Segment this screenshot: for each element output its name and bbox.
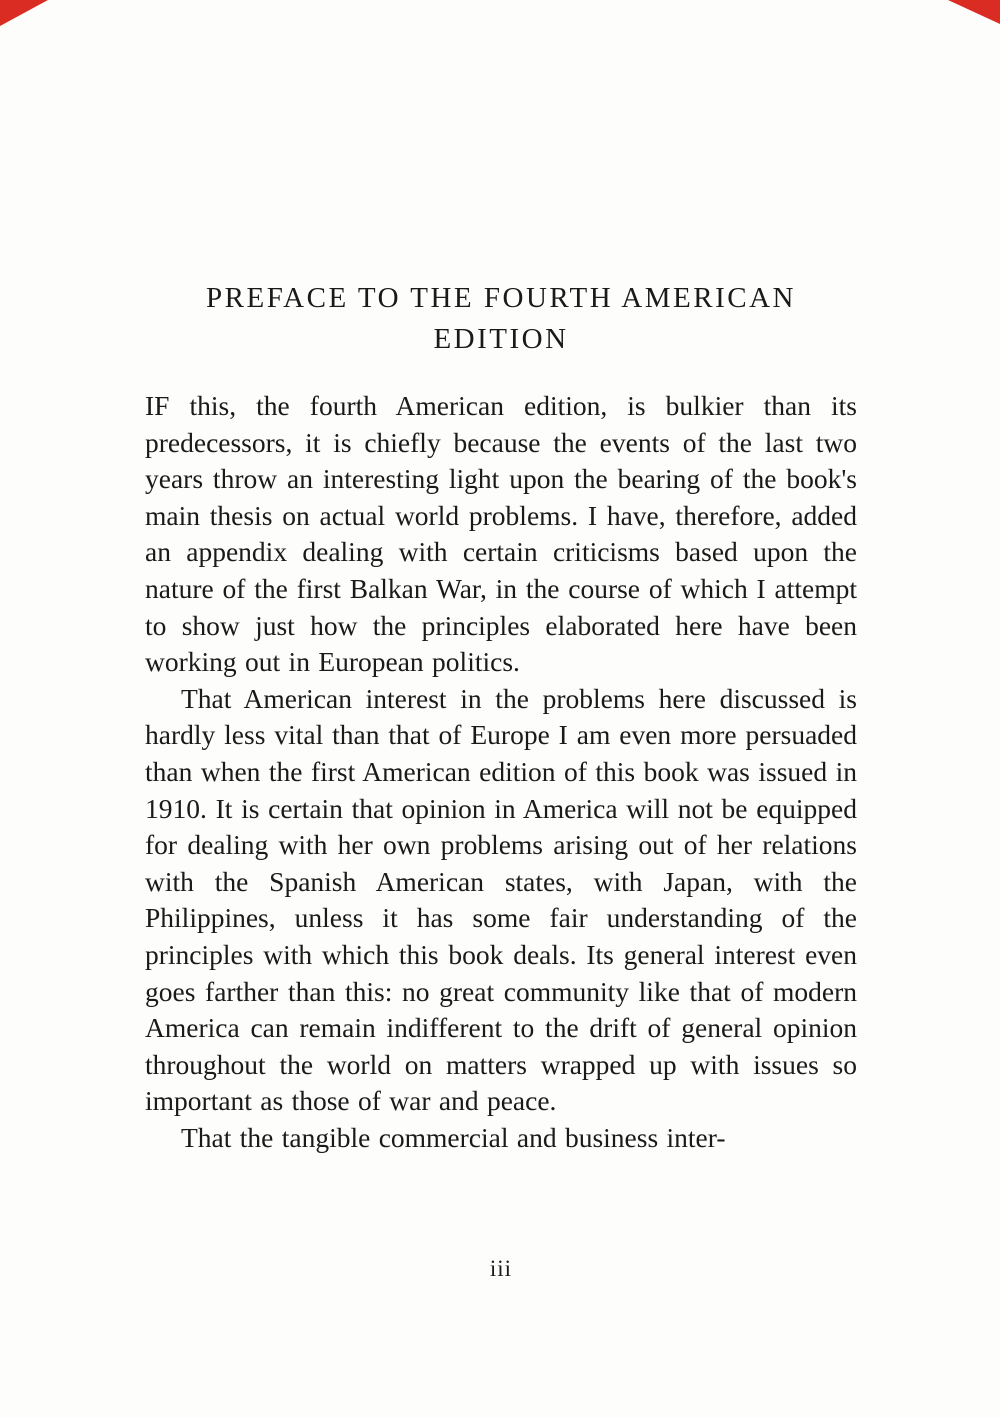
scan-artifact-top-left <box>0 0 48 26</box>
chapter-title-line-2: EDITION <box>433 323 569 355</box>
paragraph: IF this, the fourth American edition, is bulkier than its predecessors, it is chiefly because the events of the last two years throw an interesting light upon the bearing of the book's main thesis on actual world problems. I have, therefore, added an appendix dealing with certain criticisms based upon the nature of the first Balkan War, in the course of which I attempt to show just how the principles elaborated here have been working out in European politics. <box>145 390 857 678</box>
body-text <box>145 388 857 1156</box>
chapter-title-line-1: PREFACE TO THE FOURTH AMERICAN <box>206 282 796 314</box>
paragraph: That American interest in the problems here discussed is hardly less vital than that of Europe I am even more persuaded than when the first American edition of this book was issued in 1910. It is certain that opinion in America will not be equipped for dealing with her own problems arising out of her relations with the Spanish American states, with Japan, with the Philippines, unless it has some fair understanding of the principles with which this book deals. Its general interest even goes farther than this: no great community like that of modern America can remain indifferent to the drift of general opinion throughout the world on matters wrapped up with issues so important as those of war and peace. <box>145 682 857 1117</box>
scan-artifact-top-right <box>948 0 1000 24</box>
paragraph: That the tangible commercial and business inter- <box>181 1121 726 1153</box>
chapter-title <box>145 278 857 360</box>
text-block <box>145 278 857 1156</box>
page-number: iii <box>489 1256 513 1281</box>
